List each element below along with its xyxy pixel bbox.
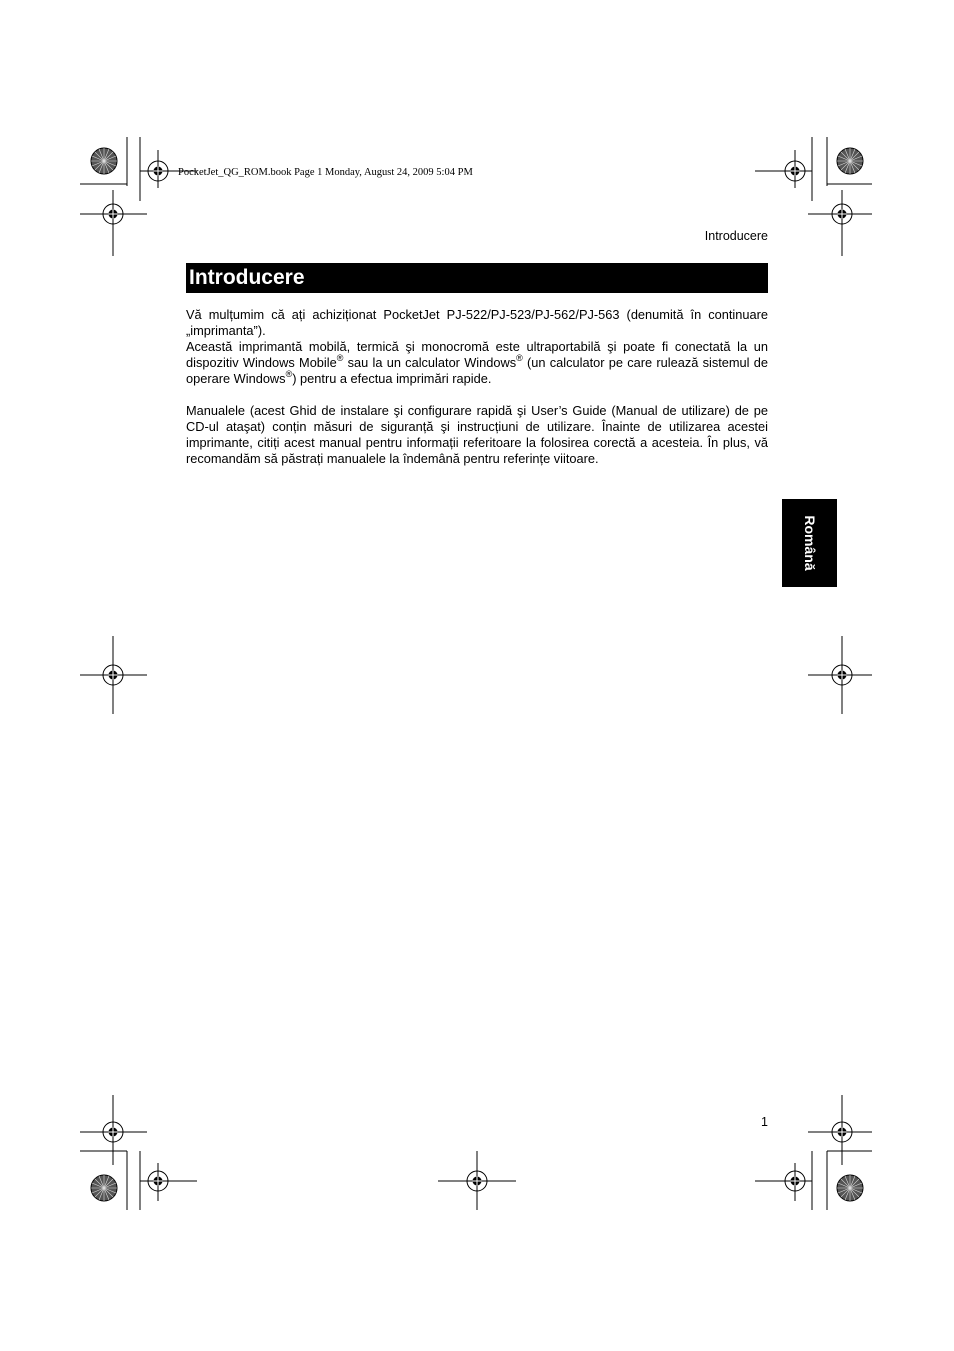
section-title: Introducere	[186, 263, 768, 293]
print-info-slug: PocketJet_QG_ROM.book Page 1 Monday, August 24, 2009 5:04 PM	[178, 167, 473, 178]
registered-mark: ®	[516, 352, 523, 363]
language-tab	[782, 499, 837, 587]
registered-mark: ®	[336, 352, 344, 363]
intro-paragraph: Vă mulțumim că ați achiziționat PocketJet PJ-522/PJ-523/PJ-562/PJ-563 (denumită în continuare „imprimanta”). Această imprimantă mobilă, termică şi monocromă este ultraportabilă şi poate fi conectată la un dispozitiv Windows Mobile® sau la un calculator Windows® (un calculator pe care rulează sistemul de operare Windows®) pentru a efectua imprimări rapide.	[186, 307, 768, 386]
language-tab-label: Română	[801, 515, 818, 571]
intro-line-thanks: Vă mulțumim că ați achiziționat PocketJet PJ-522/PJ-523/PJ-562/PJ-563 (denumită în continuare „imprimanta”).	[186, 307, 768, 338]
page-number: 1	[761, 1115, 768, 1129]
registered-mark: ®	[285, 368, 293, 379]
running-header: Introducere	[704, 229, 768, 243]
body-text	[186, 307, 768, 467]
manuals-paragraph: Manualele (acest Ghid de instalare şi configurare rapidă şi User’s Guide (Manual de utilizare) de pe CD-ul ataşat) conțin măsuri de siguranță şi instrucțiuni de utilizare. Înainte de utilizarea acestei imprimante, citiți acest manual pentru informații referitoare la folosirea corectă a acesteia. În plus, vă recomandăm să păstrați manualele la îndemână pentru referințe viitoare.	[186, 403, 768, 466]
